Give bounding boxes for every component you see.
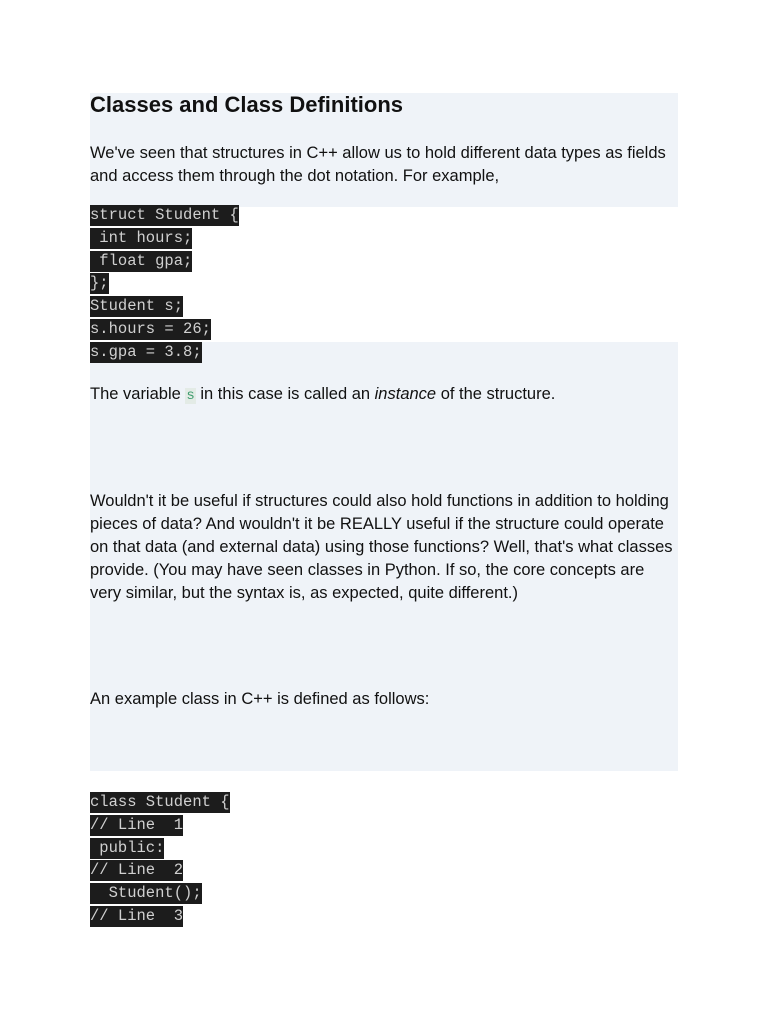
page-title: Classes and Class Definitions (90, 92, 403, 117)
code-line: Student(); (90, 884, 202, 903)
inline-code-variable: s (186, 388, 195, 404)
instance-paragraph: The variable s in this case is called an instance of the structure. (90, 385, 556, 404)
functions-paragraph: Wouldn't it be useful if structures could also hold functions in addition to holding pieces of data? And wouldn't it be REALLY useful if the structure could operate on that data (and external data) using those functions? Well, that's what classes provide. (You may have seen classes in Python. If so, the core concepts are very similar, but the syntax is, as expected, quite different.) (90, 492, 673, 602)
struct-code-block (90, 204, 239, 364)
example-intro: An example class in C++ is defined as follows: (90, 690, 430, 708)
code-line: // Line 1 (90, 815, 184, 834)
code-line: float gpa; (90, 251, 193, 270)
code-line: // Line 2 (90, 861, 184, 880)
code-line: public: (90, 838, 165, 857)
code-line: struct Student { (90, 206, 239, 224)
code-line: // Line 3 (90, 906, 184, 925)
class-code-block (90, 791, 230, 928)
code-line: s.gpa = 3.8; (90, 342, 202, 361)
code-line: Student s; (90, 297, 184, 316)
code-line: class Student { (90, 793, 230, 811)
code-line: int hours; (90, 228, 193, 247)
code-line: }; (90, 274, 109, 293)
intro-paragraph: We've seen that structures in C++ allow us to hold different data types as fields and access them through the dot notation. For example, (90, 144, 666, 185)
code-line: s.hours = 26; (90, 319, 211, 338)
emphasis-instance: instance (374, 385, 437, 403)
